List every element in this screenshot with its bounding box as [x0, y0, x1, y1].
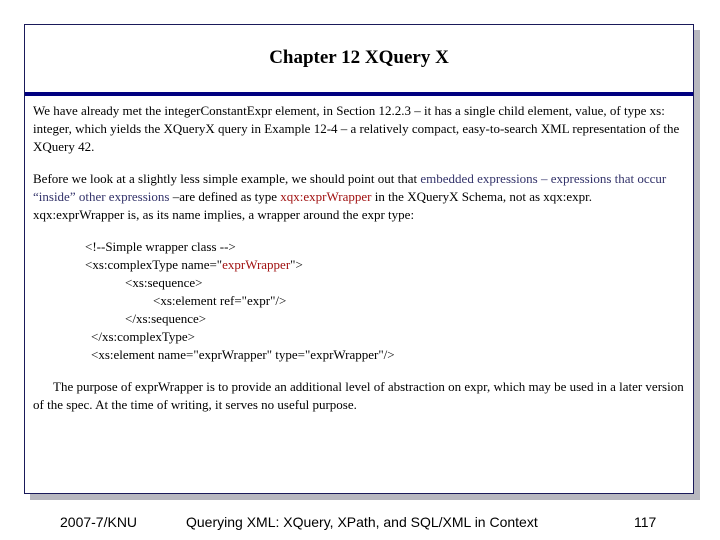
paragraph-2	[33, 170, 685, 224]
footer-title: Querying XML: XQuery, XPath, and SQL/XML in Context	[186, 514, 538, 530]
code-block	[33, 238, 685, 364]
text: Before we look at a slightly less simple example, we should point out that	[33, 171, 421, 186]
code-line: </xs:sequence>	[125, 311, 207, 326]
text: –are defined as type	[169, 189, 281, 204]
title-divider	[25, 92, 693, 96]
footer-date: 2007-7/KNU	[60, 514, 138, 530]
paragraph-1: We have already met the integerConstantExpr element, in Section 12.2.3 – it has a single child element, value, of type xs: integer, which yields the XQueryX query in Example 12-4 – a relatively compact, easy-to-search XML representation of the XQuery 42.	[33, 103, 680, 154]
code-text: ">	[290, 257, 303, 272]
code-text: <xs:complexType name="	[85, 257, 223, 272]
slide-body	[33, 102, 685, 428]
text: in the XQueryX Schema, not as xqx:expr. xqx:exprWrapper is, as its name implies, a wrapper around the expr type:	[33, 189, 593, 222]
code-line: <xs:sequence>	[125, 275, 203, 290]
paragraph-3: The purpose of exprWrapper is to provide an additional level of abstraction on expr, which may be used in a later version of the spec. At the time of writing, it serves no useful purpose.	[33, 379, 684, 412]
code-highlight: exprWrapper	[222, 257, 291, 272]
slide-frame	[24, 24, 694, 494]
code-line	[33, 256, 685, 274]
page-number: 117	[634, 514, 657, 530]
code-line: </xs:complexType>	[91, 329, 196, 344]
code-line: <xs:element name="exprWrapper" type="exprWrapper"/>	[91, 347, 395, 362]
embedded-expressions-term: embedded expressions – expressions that occur “inside” other expressions	[33, 171, 667, 204]
code-line: <!--Simple wrapper class -->	[85, 239, 236, 254]
exprwrapper-term: xqx:exprWrapper	[280, 189, 372, 204]
code-line: <xs:element ref="expr"/>	[153, 293, 287, 308]
slide-title: Chapter 12 XQuery X	[269, 47, 449, 68]
